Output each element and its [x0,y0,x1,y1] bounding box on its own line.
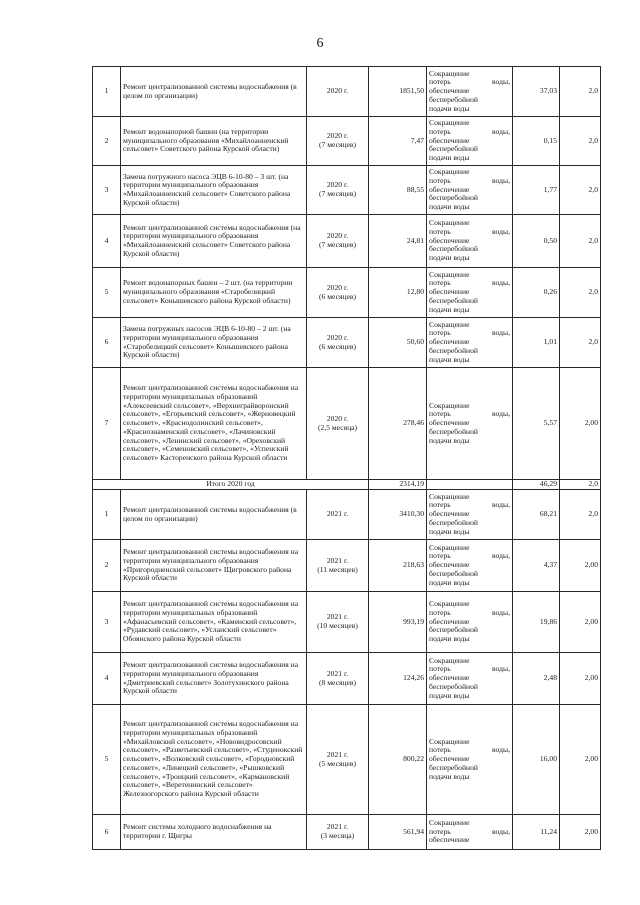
work-cost: 561,94 [369,815,427,850]
effect-line: обеспечение [429,835,470,845]
table-row [93,540,601,592]
total-effect-empty [427,480,513,490]
term-year: 2020 г. [326,86,349,96]
effect-line: потерь воды, [429,77,510,87]
table-row [93,490,601,540]
effect-line: подачи воды [429,354,470,364]
effect-line: бесперебойной [429,193,478,203]
effect-line: Сокращение [429,218,470,228]
work-term [307,215,369,268]
table-total-2020 [93,480,601,490]
table-section-2021 [93,490,601,850]
term-year: 2021 г. [326,822,349,832]
effect-line: подачи воды [429,577,470,587]
row-number: 3 [93,166,121,215]
work-description: Ремонт централизованной системы водоснабжения на территории муниципального образования «Пригородненский сельсовет» Щигровского района Курской области [121,540,307,592]
effect-line: потерь воды, [429,500,510,510]
effect-line: подачи воды [429,202,470,212]
work-description: Ремонт централизованной системы водоснабжения на территории муниципальных образований «Афанасьевский сельсовет», «Каменский сельсовет», «Рудавский сельсовет», «Усланский сельсовет» Обоянского района Курской области [121,592,307,653]
row-number: 1 [93,67,121,117]
loss-reduction-percent: 2,0 [560,117,601,166]
work-description: Замена погружного насоса ЭЦВ 6-10-80 – 3 шт. (на территории муниципального образования «Михайлоанненский сельсовет» Советского района Курской области) [121,166,307,215]
work-cost: 88,55 [369,166,427,215]
total-value: 46,29 [513,480,560,490]
effect-line: подачи воды [429,253,470,263]
effect-line: подачи воды [429,634,470,644]
loss-reduction-percent: 2,00 [560,815,601,850]
expected-effect [427,67,513,117]
table-row [93,368,601,480]
term-duration: (2,5 месяца) [317,422,358,432]
term-year: 2020 г. [326,131,349,141]
work-term [307,815,369,850]
term-year: 2020 г. [326,180,349,190]
table-row [93,592,601,653]
expected-effect [427,166,513,215]
effect-line: обеспечение [429,418,470,428]
work-cost: 24,81 [369,215,427,268]
total-row-2020 [93,480,601,490]
effect-line: потерь воды, [429,607,510,617]
effect-line: бесперебойной [429,681,478,691]
term-duration: (7 месяцев) [318,189,356,198]
total-percent: 2,0 [560,480,601,490]
work-description: Ремонт системы холодного водоснабжения на территории г. Щигры [121,815,307,850]
row-number: 4 [93,215,121,268]
effect-line: бесперебойной [429,295,478,305]
term-duration: (10 месяцев) [317,621,358,630]
effect-line: обеспечение [429,616,470,626]
effect-line: Сокращение [429,167,470,177]
loss-reduction-percent: 2,00 [560,368,601,480]
loss-reduction-value: 19,86 [513,592,560,653]
effect-line: Сокращение [429,655,470,665]
work-term [307,318,369,368]
effect-line: Сокращение [429,68,470,78]
effect-line: бесперебойной [429,568,478,578]
expected-effect [427,653,513,705]
work-term [307,67,369,117]
table-row [93,318,601,368]
work-cost: 278,46 [369,368,427,480]
work-description: Ремонт централизованной системы водоснабжения на территории муниципальных образований «Михайловский сельсовет», «Нововидросовский сельсовет», «Разветьевский сельсовет», «Студенокский сельсовет», «Волковский сельсовет», «Городновский сельсовет», «Линецкий сельсовет», «Рышковский сельсовет», «Троицкий сельсовет», «Кармановский сельсовет», «Веретенинский сельсовет» Железногорского района Курской области [121,705,307,815]
term-duration: (6 месяцев) [318,341,356,351]
effect-line: потерь воды, [429,328,510,338]
table-row [93,67,601,117]
effect-line: подачи воды [429,103,470,113]
expected-effect [427,318,513,368]
effect-line: Сокращение [429,269,470,279]
loss-reduction-value: 16,00 [513,705,560,815]
term-duration: (7 месяцев) [318,240,356,249]
term-year: 2021 г. [326,612,349,622]
loss-reduction-value: 0,15 [513,117,560,166]
total-sum: 2314,19 [369,480,427,490]
row-number: 3 [93,592,121,653]
expected-effect [427,268,513,318]
expected-effect [427,117,513,166]
term-year: 2021 г. [326,749,349,759]
effect-line: Сокращение [429,118,470,128]
expected-effect [427,540,513,592]
effect-line: Сокращение [429,491,470,501]
row-number: 6 [93,318,121,368]
effect-line: бесперебойной [429,345,478,355]
row-number: 6 [93,815,121,850]
effect-line: обеспечение [429,509,470,519]
effect-line: бесперебойной [429,94,478,104]
term-duration: (5 месяцев) [318,758,356,768]
term-duration: (11 месяцев) [317,564,358,574]
row-number: 1 [93,490,121,540]
table-section-2020 [93,67,601,480]
loss-reduction-percent: 2,0 [560,268,601,318]
effect-line: подачи воды [429,771,470,781]
effect-line: обеспечение [429,337,470,347]
loss-reduction-value: 1,01 [513,318,560,368]
loss-reduction-percent: 2,00 [560,540,601,592]
table-row [93,705,601,815]
term-year: 2020 г. [326,231,349,241]
effect-line: потерь воды, [429,175,510,185]
work-cost: 12,80 [369,268,427,318]
work-cost: 3410,30 [369,490,427,540]
effect-line: подачи воды [429,526,470,536]
expected-effect [427,215,513,268]
expected-effect [427,490,513,540]
effect-line: подачи воды [429,153,470,163]
loss-reduction-percent: 2,0 [560,166,601,215]
effect-line: бесперебойной [429,426,478,436]
effect-line: бесперебойной [429,517,478,527]
work-description: Ремонт централизованной системы водоснабжения (в целом по организации) [121,67,307,117]
effect-line: потерь воды, [429,126,510,136]
work-cost: 7,47 [369,117,427,166]
effect-line: обеспечение [429,673,470,683]
work-term [307,705,369,815]
work-cost: 800,22 [369,705,427,815]
loss-reduction-percent: 2,0 [560,490,601,540]
effect-line: обеспечение [429,235,470,245]
effect-line: потерь воды, [429,664,510,674]
term-duration: (6 месяцев) [318,291,356,301]
term-duration: (8 месяцев) [318,677,356,687]
work-description: Ремонт водонапорной башни (на территории муниципального образования «Михайлоанненский сельсовет» Советского района Курской области) [121,117,307,166]
term-duration: (7 месяцев) [318,140,356,149]
effect-line: обеспечение [429,560,470,570]
table-row [93,268,601,318]
effect-line: обеспечение [429,287,470,297]
expected-effect [427,368,513,480]
effect-line: подачи воды [429,435,470,445]
row-number: 5 [93,268,121,318]
effect-line: бесперебойной [429,144,478,154]
effect-line: Сокращение [429,400,470,410]
row-number: 5 [93,705,121,815]
row-number: 2 [93,117,121,166]
term-year: 2020 г. [326,413,349,423]
loss-reduction-value: 0,50 [513,215,560,268]
loss-reduction-value: 4,37 [513,540,560,592]
effect-line: обеспечение [429,754,470,764]
table-row [93,117,601,166]
work-term [307,653,369,705]
effect-line: потерь воды, [429,226,510,236]
effect-line: потерь воды, [429,551,510,561]
loss-reduction-value: 1,77 [513,166,560,215]
loss-reduction-value: 11,24 [513,815,560,850]
effect-line: обеспечение [429,184,470,194]
work-cost: 124,26 [369,653,427,705]
effect-line: Сокращение [429,736,470,746]
repair-works-table [92,66,601,850]
term-year: 2020 г. [326,332,349,342]
loss-reduction-value: 2,48 [513,653,560,705]
table-row [93,215,601,268]
effect-line: потерь воды, [429,409,510,419]
expected-effect [427,592,513,653]
total-label: Итого 2020 год [93,480,369,490]
loss-reduction-value: 68,21 [513,490,560,540]
work-term [307,268,369,318]
term-year: 2021 г. [326,668,349,678]
term-year: 2021 г. [326,509,349,519]
work-term [307,117,369,166]
effect-line: обеспечение [429,135,470,145]
table-row [93,815,601,850]
effect-line: бесперебойной [429,625,478,635]
effect-line: Сокращение [429,542,470,552]
effect-line: подачи воды [429,304,470,314]
loss-reduction-value: 5,57 [513,368,560,480]
loss-reduction-percent: 2,00 [560,705,601,815]
work-description: Ремонт централизованной системы водоснабжения (в целом по организации) [121,490,307,540]
work-description: Замена погружных насосов ЭЦВ 6-10-80 – 2 шт. (на территории муниципального образования «Старобелицкий сельсовет» Конышевского района Курской области) [121,318,307,368]
loss-reduction-percent: 2,0 [560,215,601,268]
work-cost: 50,60 [369,318,427,368]
effect-line: потерь воды, [429,278,510,288]
effect-line: потерь воды, [429,745,510,755]
work-description: Ремонт централизованной системы водоснабжения на территории муниципальных образований «Алексеевский сельсовет», «Верхнеграйворонский сельсовет», «Егорьевский сельсовет», «Жерновецкий сельсовет», «Краснодолинский сельсовет», «Краснознаменский сельсовет», «Лачиновский сельсовет», «Ленинский сельсовет», «Ореховский сельсовет», «Семеновский сельсовет», «Успенский сельсовет» Касторенского района Курской области [121,368,307,480]
work-description: Ремонт водонапорных башен – 2 шт. (на территории муниципального образования «Старобелицкий сельсовет» Конышевского района Курской области) [121,268,307,318]
term-year: 2021 г. [326,555,349,565]
loss-reduction-percent: 2,00 [560,592,601,653]
effect-line: бесперебойной [429,244,478,254]
work-description: Ремонт централизованной системы водоснабжения (на территории муниципального образования «Михайлоанненский сельсовет» Советского района Курской области) [121,215,307,268]
work-term [307,540,369,592]
effect-line: Сокращение [429,319,470,329]
work-term [307,368,369,480]
expected-effect [427,815,513,850]
work-term [307,166,369,215]
effect-line: подачи воды [429,690,470,700]
work-description: Ремонт централизованной системы водоснабжения на территории муниципального образования «Дмитриевский сельсовет» Золотухинского района Курской области [121,653,307,705]
page-number: 6 [316,36,324,51]
effect-line: бесперебойной [429,762,478,772]
work-term [307,592,369,653]
loss-reduction-percent: 2,0 [560,318,601,368]
table-row [93,166,601,215]
work-cost: 1851,50 [369,67,427,117]
work-term [307,490,369,540]
effect-line: обеспечение [429,86,470,96]
term-duration: (3 месяца) [320,831,355,840]
table-row [93,653,601,705]
row-number: 4 [93,653,121,705]
effect-line: Сокращение [429,817,470,827]
loss-reduction-percent: 2,00 [560,653,601,705]
row-number: 7 [93,368,121,480]
expected-effect [427,705,513,815]
loss-reduction-value: 37,03 [513,67,560,117]
loss-reduction-value: 0,26 [513,268,560,318]
work-cost: 218,63 [369,540,427,592]
effect-line: потерь воды, [429,826,510,836]
loss-reduction-percent: 2,0 [560,67,601,117]
term-year: 2020 г. [326,282,349,292]
effect-line: Сокращение [429,599,470,609]
row-number: 2 [93,540,121,592]
work-cost: 993,19 [369,592,427,653]
